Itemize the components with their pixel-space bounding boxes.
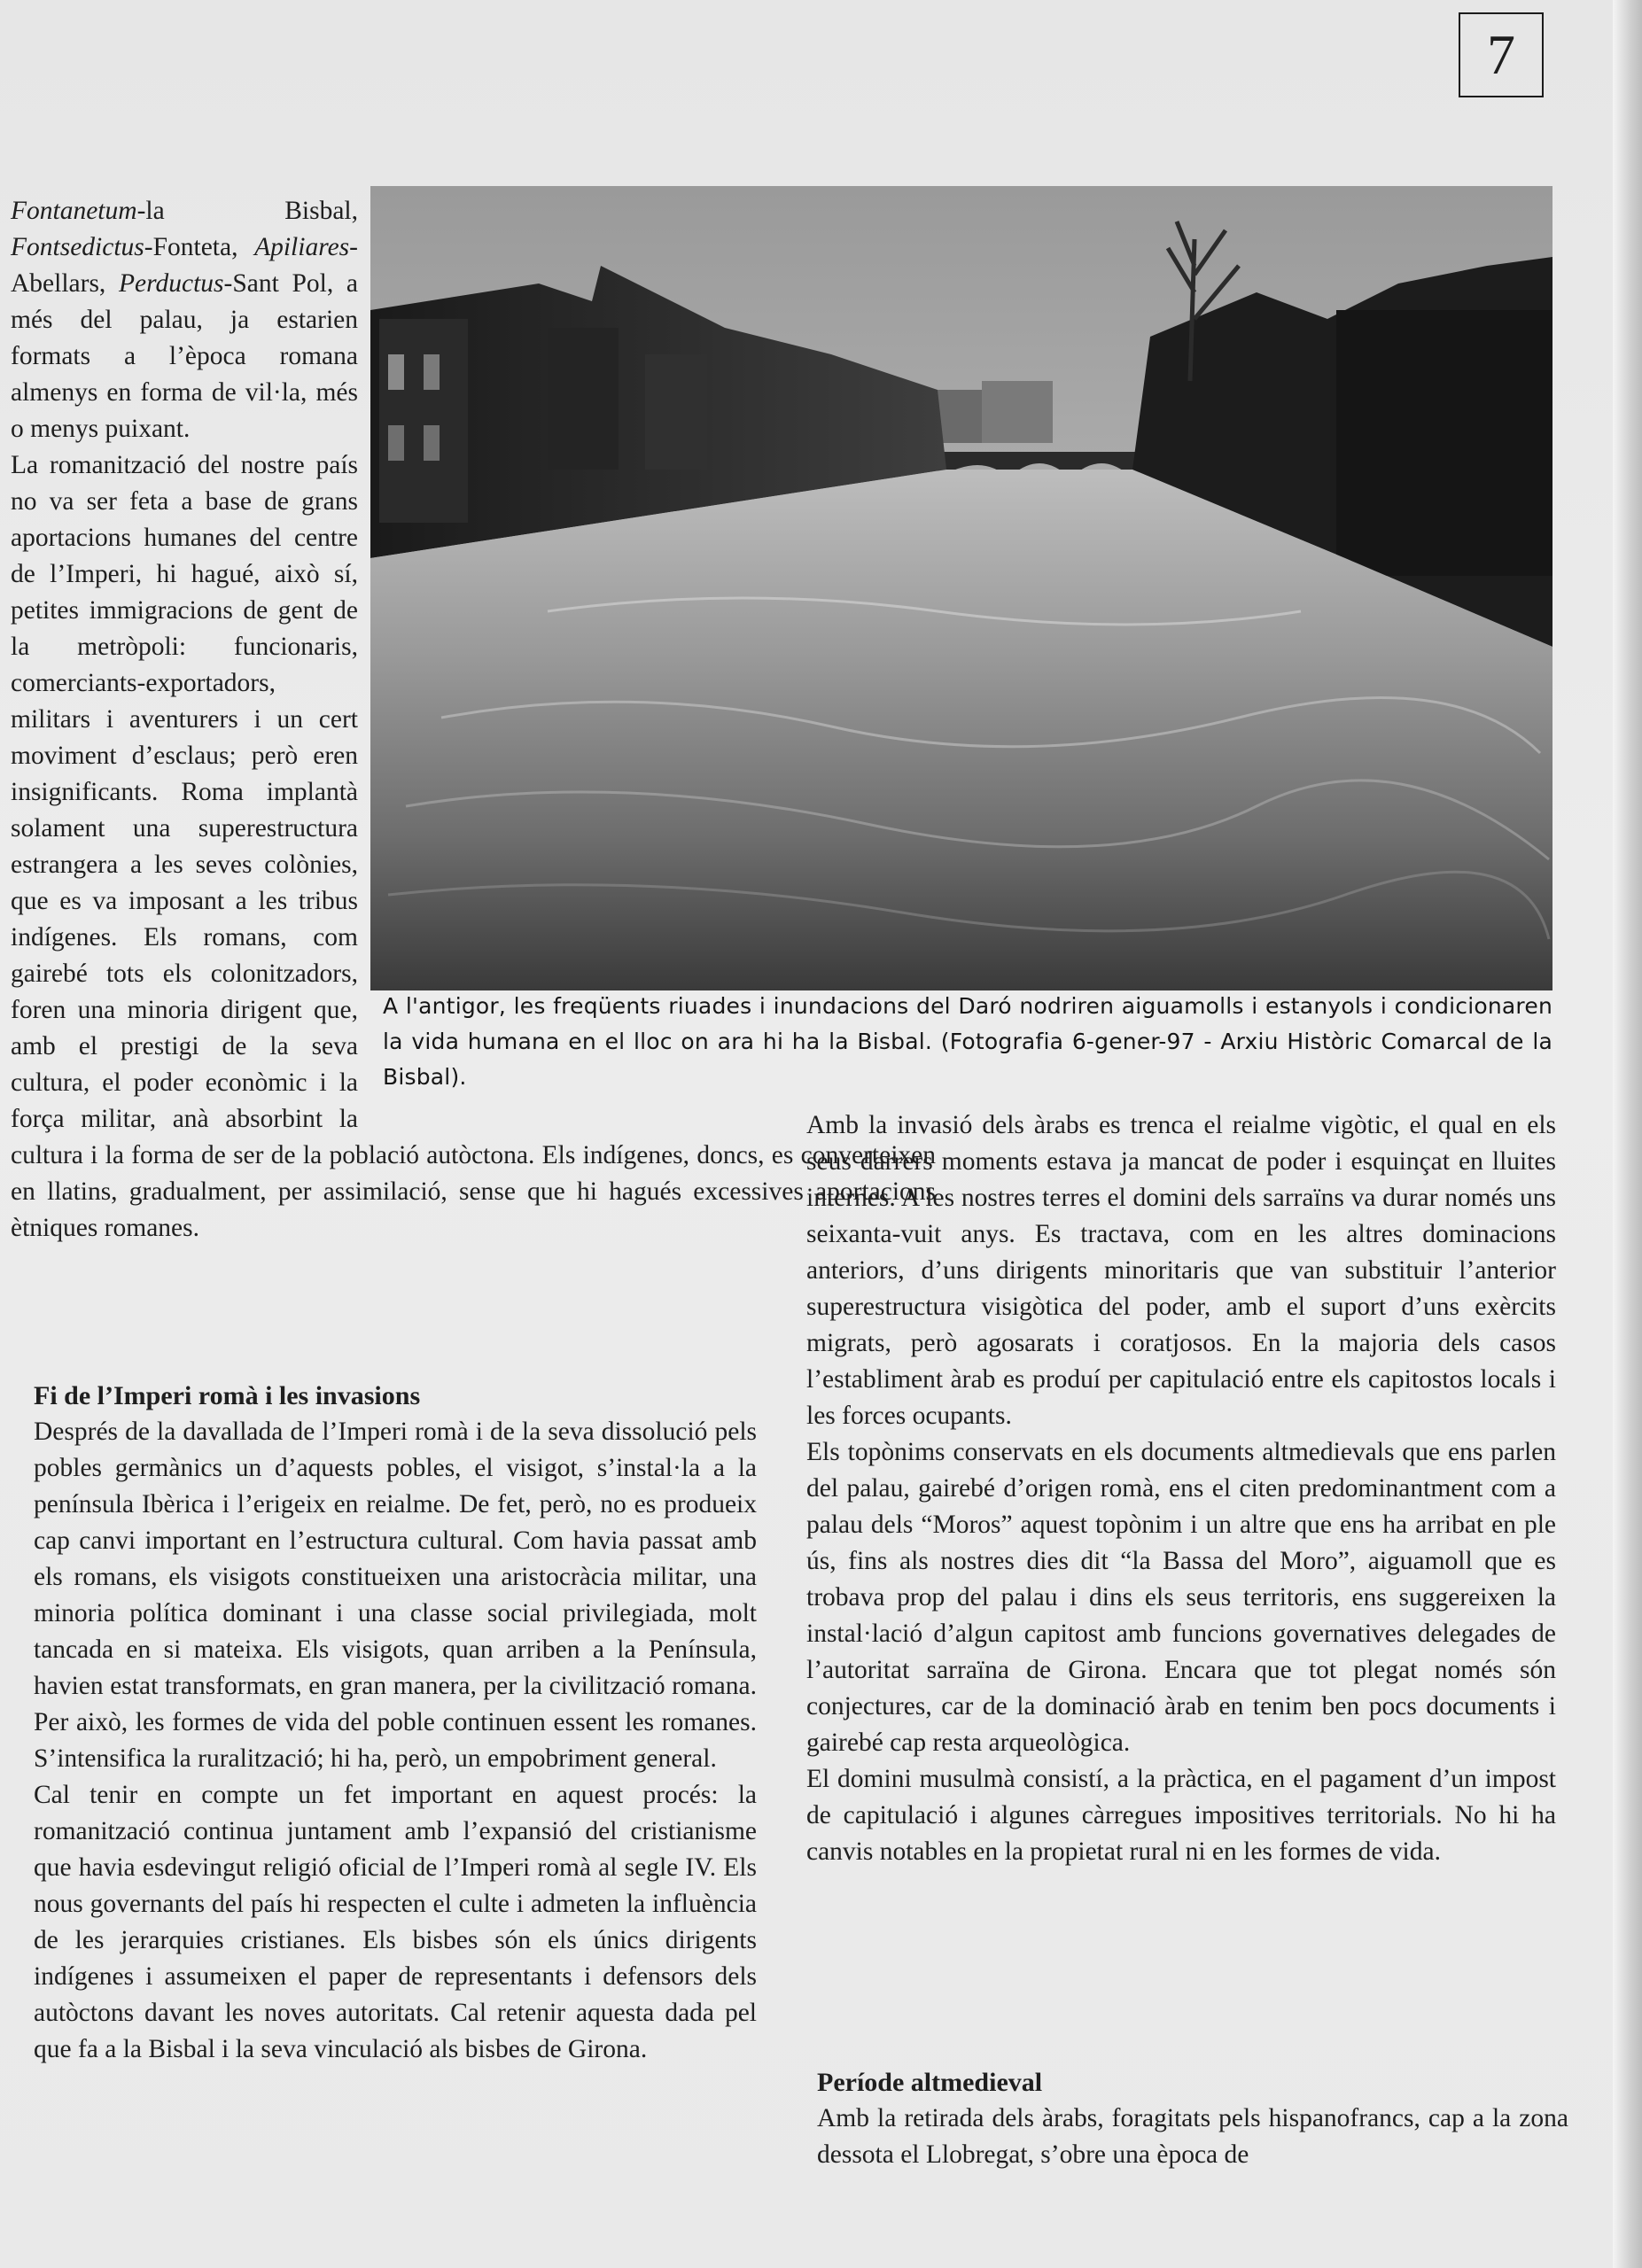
photo-wrap-spacer: [358, 193, 936, 1109]
photo-caption: A l'antigor, les freqüents riuades i inundacions del Daró nodriren aiguamolls i estanyols i condicionaren la vida humana en el lloc on ara hi ha la Bisbal. (Fotografia 6-gener-97 - Arxiu Històric Comarcal de la Bisbal).: [383, 993, 1553, 1090]
intro-paragraph-romanitzacio: La romanització del nostre país no va ser feta a base de grans aportacions humanes del centre de l’Imperi, hi hagué, això sí, petites immigracions de gent de la metròpoli: funcionaris, comerciants-exportadors, militars i aventurers i un cert moviment d’esclaus; però eren insignificants. Roma implantà solament una superestructura estrangera a les seves colònies, que es va imposant a les tribus indígenes. Els romans, com gairebé tots els colonitzadors, foren una minoria dirigent que, amb el prestigi de la seva cultura, el poder econòmic i la força militar, anà absorbint la cultura i la forma de ser de la població autòctona. Els indígenes, doncs, es converteixen en llatins, gradualment, per assimilació, sense que hi hagués excessives aportacions ètniques romanes.: [11, 451, 936, 1242]
paragraph-invasio-arabs: Amb la invasió dels àrabs es trenca el reialme vigòtic, el qual en els seus darrers moments estava ja mancat de poder i esquinçat en lluites internes. A les nostres terres el domini dels sarraïns va durar només uns seixanta-vuit anys. Es tractava, com en les altres dominacions anteriors, d’uns dirigents minoritaris que van substituir l’anterior superestructura visigòtica del poder, amb el suport d’uns exèrcits migrats, però agosarats i coratjosos. En la majoria dels casos l’establiment àrab es produí per capitulació entre els capitostos locals i les forces ocupants.: [806, 1111, 1556, 1430]
toponym-modern: -Fonteta,: [144, 233, 238, 261]
paragraph-cristianisme: Cal tenir en compte un fet important en aquest procés: la romanització continua juntament amb l’expansió del cristianisme que havia esdevingut religió oficial de l’Imperi romà al segle IV. Els nous governants del país hi respecten el culte i admeten la influència de les jerarquies cristianes. Els bisbes són els únics dirigents indígenes i assumeixen el paper de representants i defensors dels autòctons davant les noves autoritats. Cal retenir aquesta dada pel que fa a la Bisbal i la seva vinculació als bisbes de Girona.: [34, 1781, 757, 2063]
toponym-latin: Fontanetum: [11, 197, 137, 225]
page-edge: [1613, 0, 1642, 2268]
toponym-latin: Fontsedictus: [11, 233, 144, 261]
section-heading-altmedieval: Període altmedieval: [817, 2068, 1043, 2097]
paragraph-toponims: Els topònims conservats en els documents altmedievals que ens parlen del palau, gairebé d’origen romà, ens el citen predominantment com a palau dels “Moros” aquest topònim i un altre que ens ha arribat en ple ús, fins als nostres dies dit “la Bassa del Moro”, aiguamoll que es trobava prop del palau i dins els seus territoris, ens suggereixen la instal·lació d’algun capitost amb funcions governatives delegades de l’autoritat sarraïna de Girona. Encara que tot plegat només són conjectures, car de la dominació àrab en tenim ben pocs documents i gairebé cap resta arqueològica.: [806, 1438, 1556, 1757]
paragraph-domini-musulma: El domini musulmà consistí, a la pràctica, en el pagament d’un impost de capitulació i algunes càrregues impositives territorials. No hi ha canvis notables en la propietat rural ni en les formes de vida.: [806, 1765, 1556, 1866]
page-number: 7: [1459, 12, 1544, 97]
toponym-modern: -Abellars,: [11, 233, 358, 298]
toponym-modern: -la Bisbal,: [136, 197, 358, 225]
toponym-modern: -Sant Pol, a més del palau, ja estarien formats a l’època romana almenys en forma de vil·la, més o menys puixant.: [11, 269, 358, 443]
right-column: [806, 1107, 1556, 1870]
section-heading-fi-imperi: Fi de l’Imperi romà i les invasions: [34, 1381, 421, 1410]
toponym-latin: Perductus: [119, 269, 224, 298]
paragraph-retirada-arabs: Amb la retirada dels àrabs, foragitats pels hispanofrancs, cap a la zona dessota el Llobregat, s’obre una època de: [817, 2104, 1568, 2169]
intro-text: [11, 193, 936, 1247]
paragraph-visigots: Després de la davallada de l’Imperi romà i de la seva dissolució pels pobles germànics un d’aquests pobles, el visigot, s’instal·la a la península Ibèrica i l’erigeix en reialme. De fet, però, no es produeix cap canvi important en l’estructura cultural. Com havia passat amb els romans, els visigots constitueixen una aristocràcia militar, una minoria política dominant i una classe social privilegiada, molt tancada en si mateixa. Els visigots, quan arriben a la Península, havien estat transformats, en gran manera, per la civilització romana. Per això, les formes de vida del poble continuen essent les romanes. S’intensifica la ruralització; hi ha, però, un empobriment general.: [34, 1418, 757, 1773]
right-column-bottom: [817, 2064, 1568, 2173]
toponym-latin: Apiliares: [254, 233, 350, 261]
left-column: [34, 1378, 757, 2068]
